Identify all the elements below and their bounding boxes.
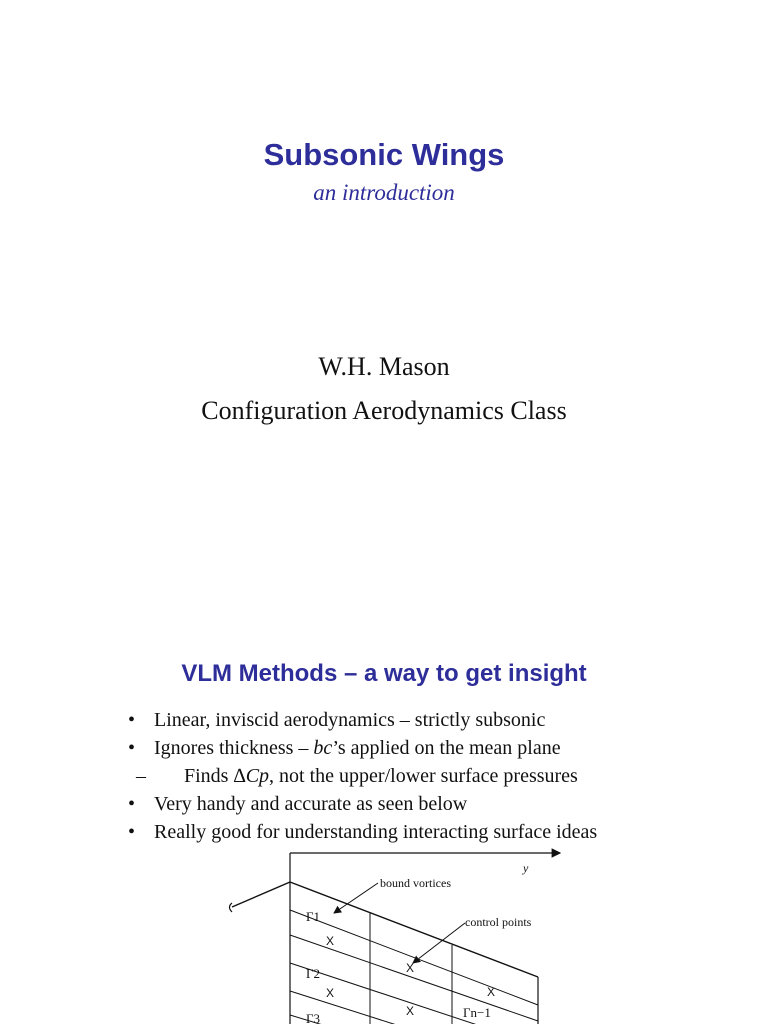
vortex-lattice-diagram	[220, 845, 580, 1024]
bullet-text-post: ’s applied on the mean plane	[332, 737, 561, 759]
control-point-mark: X	[406, 1004, 415, 1018]
bullet-text-pre: Ignores thickness –	[154, 737, 314, 759]
control-point-mark: X	[406, 961, 415, 975]
bullet-text-pre: Finds ∆	[184, 765, 246, 787]
bullet-dot-icon: •	[128, 821, 136, 843]
control-point-mark: X	[487, 985, 496, 999]
gamma-3: Γ3	[306, 1011, 321, 1024]
bullet-text-em: bc	[313, 737, 333, 759]
sub-bullet-item	[128, 762, 597, 790]
author-name: W.H. Mason	[318, 352, 450, 381]
slide-subtitle: an introduction	[313, 180, 455, 205]
label-bound-vortices: bound vortices	[380, 876, 451, 890]
bullet-text: Very handy and accurate as seen below	[154, 793, 468, 815]
gamma-2: Γ2	[306, 966, 321, 981]
gamma-1: Γ1	[306, 909, 321, 924]
bullet-dot-icon: •	[128, 793, 136, 815]
bullet-text-post: , not the upper/lower surface pressures	[269, 765, 578, 787]
control-point-mark: X	[326, 934, 335, 948]
bullet-item	[128, 790, 597, 818]
course-name: Configuration Aerodynamics Class	[201, 396, 567, 425]
gamma-n-1: Γn−1	[463, 1005, 491, 1020]
bullet-dot-icon: •	[128, 709, 136, 731]
bullet-text: Linear, inviscid aerodynamics – strictly subsonic	[154, 709, 546, 731]
wing-tip-left	[230, 903, 233, 912]
bullet-text-em: Cp	[245, 765, 270, 787]
control-point-mark: X	[326, 986, 335, 1000]
section-title: VLM Methods – a way to get insight	[181, 660, 587, 687]
label-control-points: control points	[465, 915, 532, 929]
bullet-item	[128, 734, 597, 762]
bullet-list	[128, 706, 597, 846]
dash-icon: –	[136, 765, 146, 787]
bullet-text: Really good for understanding interacting surface ideas	[154, 821, 598, 843]
bullet-item	[128, 818, 597, 846]
bullet-dot-icon: •	[128, 737, 136, 759]
bullet-item	[128, 706, 597, 734]
axis-label-y: y	[523, 861, 529, 875]
slide-title: Subsonic Wings	[263, 137, 505, 172]
leading-edge-left	[232, 882, 290, 907]
